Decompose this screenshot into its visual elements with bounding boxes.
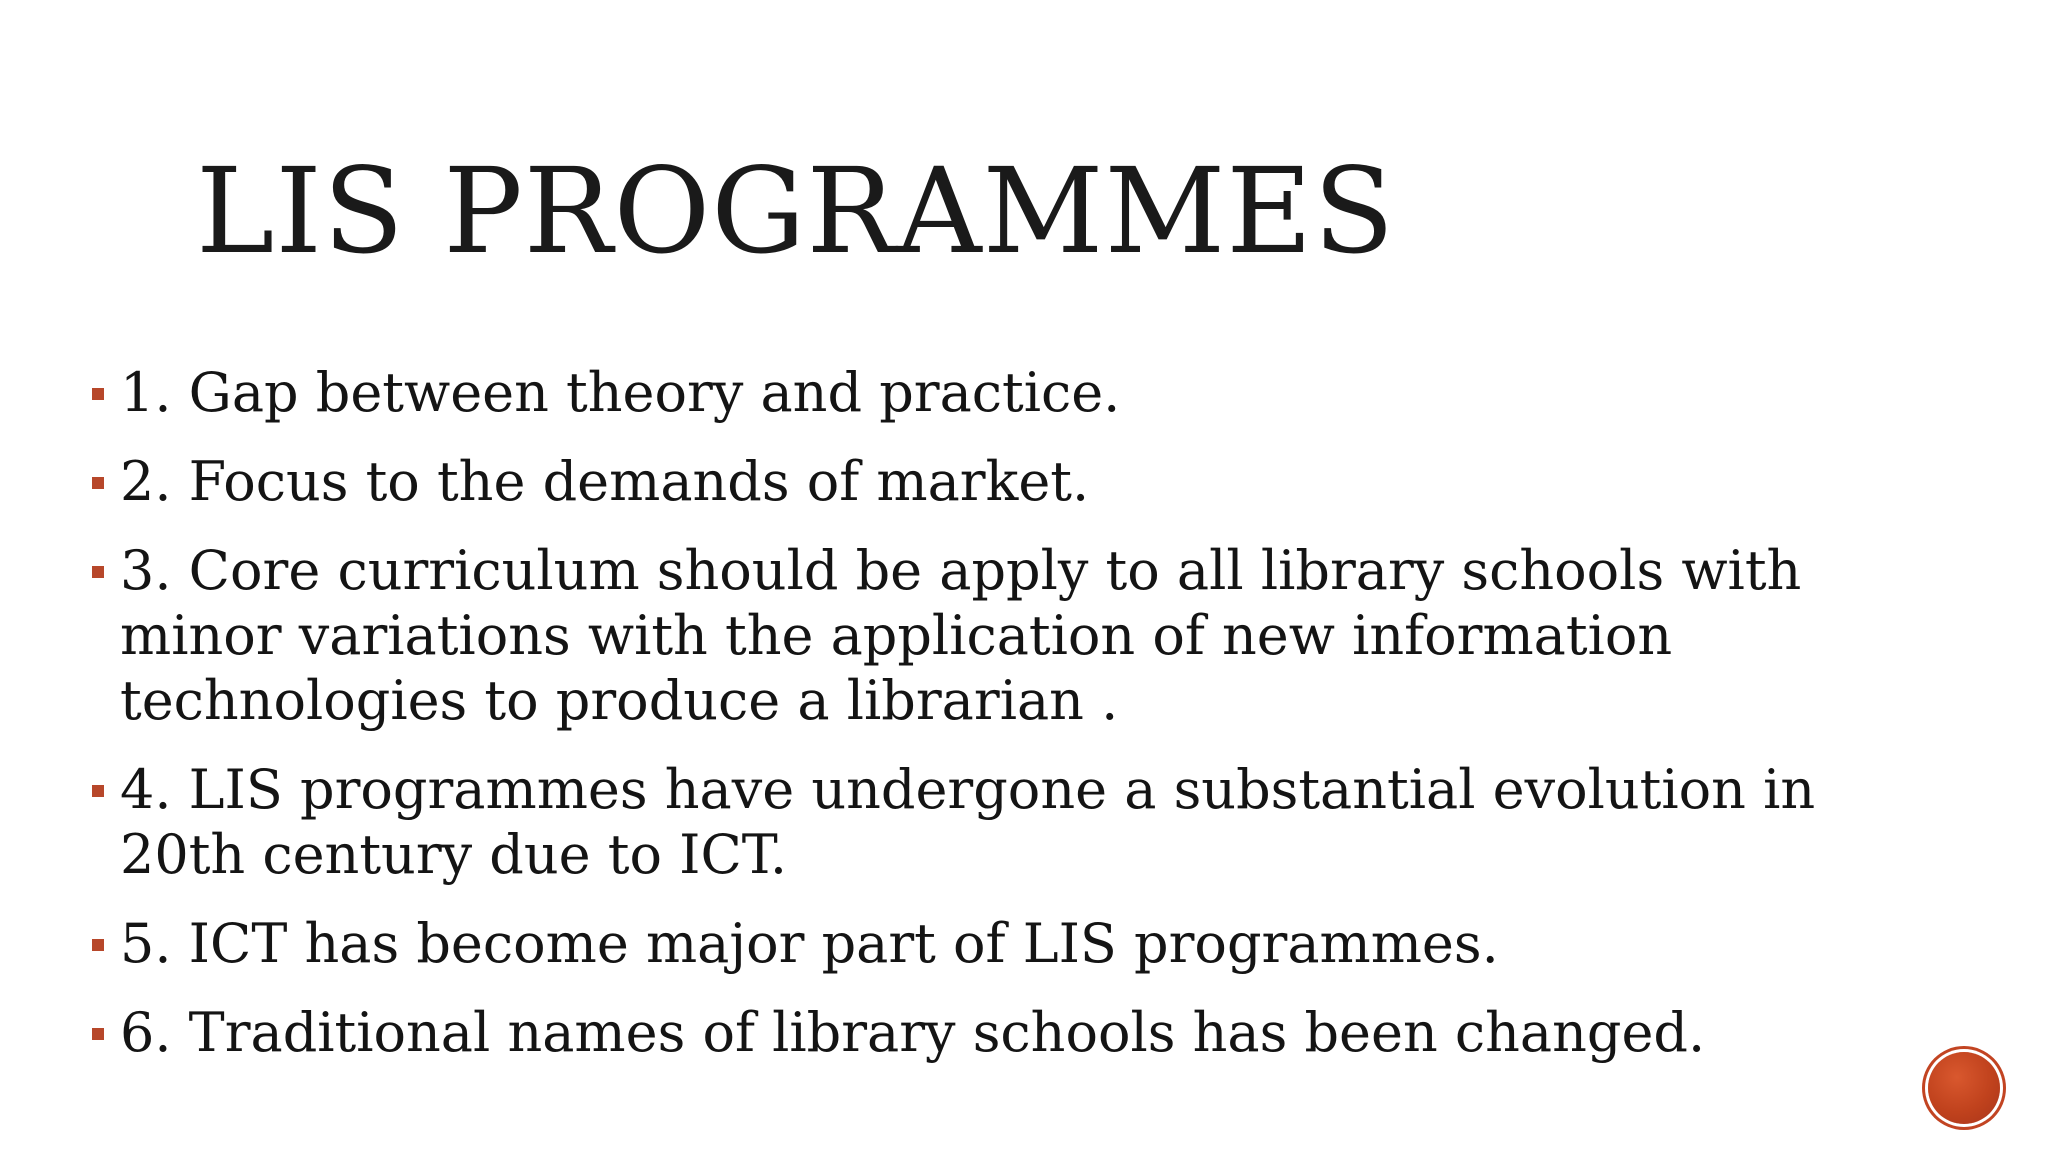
bullet-list	[90, 360, 1910, 1089]
bullet-item-1	[90, 360, 1910, 425]
square-bullet-icon	[92, 785, 104, 797]
bullet-text: 4. LIS programmes have undergone a substantial evolution in 20th century due to ICT.	[120, 758, 1816, 886]
square-bullet-icon	[92, 1028, 104, 1040]
square-bullet-icon	[92, 388, 104, 400]
bullet-text: 2. Focus to the demands of market.	[120, 450, 1090, 513]
bullet-item-4	[90, 757, 1910, 887]
bullet-item-6	[90, 1000, 1910, 1065]
bullet-item-2	[90, 449, 1910, 514]
square-bullet-icon	[92, 939, 104, 951]
bullet-item-3	[90, 538, 1910, 733]
bullet-text: 5. ICT has become major part of LIS programmes.	[120, 912, 1499, 975]
bullet-item-5	[90, 911, 1910, 976]
square-bullet-icon	[92, 477, 104, 489]
square-bullet-icon	[92, 566, 104, 578]
bullet-text: 3. Core curriculum should be apply to all library schools with minor variations with the application of new information technologies to produce a librarian .	[120, 539, 1802, 732]
circle-nav-button-icon[interactable]	[1928, 1052, 2000, 1124]
bullet-text: 1. Gap between theory and practice.	[120, 361, 1121, 424]
slide-title: LIS PROGRAMMES	[196, 142, 1396, 280]
bullet-text: 6. Traditional names of library schools has been changed.	[120, 1001, 1706, 1064]
